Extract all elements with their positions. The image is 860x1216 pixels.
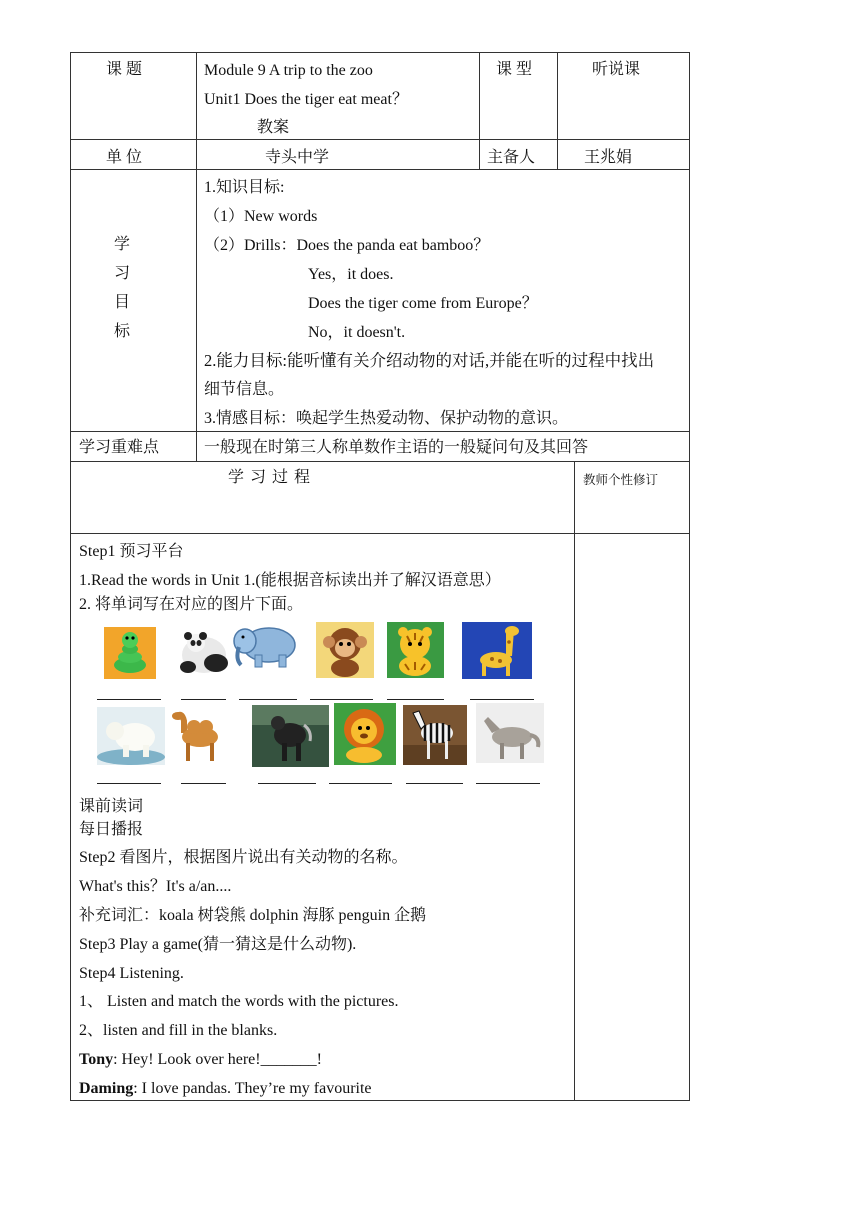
dialogue-text: : I love pandas. They’re my favourite [133, 1080, 372, 1097]
col-divider-label [196, 52, 197, 462]
answer-blank[interactable] [258, 783, 316, 784]
col-divider-notes [574, 461, 575, 1101]
snake-icon [104, 627, 156, 679]
step1-item2: 2. 将单词写在对应的图片下面。 [79, 596, 304, 613]
question-text: What's this？It's a/an.... [79, 878, 232, 895]
objective-side-char: 目 [114, 294, 131, 311]
difficulty-value: 一般现在时第三人称单数作主语的一般疑问句及其回答 [204, 439, 589, 456]
answer-blank[interactable] [476, 783, 540, 784]
table-border-left [70, 52, 71, 1101]
speaker-name: Daming [79, 1080, 134, 1097]
difficulty-label: 学习重难点 [79, 439, 160, 456]
answer-blank[interactable] [387, 699, 444, 700]
step1-title: Step1 预习平台 [79, 543, 184, 560]
dialogue-text: : Hey! Look over here!_______! [113, 1051, 322, 1068]
step2-text: Step2 看图片，根据图片说出有关动物的名称。 [79, 849, 408, 866]
preparer-label: 主备人 [487, 149, 536, 166]
row-divider-4 [70, 461, 690, 462]
step4-text: Step4 Listening. [79, 965, 184, 982]
preparer-name: 王兆娟 [584, 149, 633, 166]
listen-item-2: 2、listen and fill in the blanks. [79, 1022, 278, 1039]
table-border-right [689, 52, 690, 1101]
row-divider-5 [70, 533, 690, 534]
speaker-name: Tony [79, 1051, 114, 1068]
objective-line: 1.知识目标: [204, 179, 285, 196]
listen-item-1: 1、 Listen and match the words with the pictures. [79, 993, 399, 1010]
objective-side-char: 标 [114, 323, 131, 340]
step3-text: Step3 Play a game(猜一猜这是什么动物). [79, 936, 357, 953]
objective-line: No，it doesn't. [308, 324, 406, 341]
process-title: 学 习 过 程 [228, 469, 312, 486]
answer-blank[interactable] [329, 783, 392, 784]
type-label: 课 型 [496, 61, 533, 78]
daily-report-label: 每日播报 [79, 821, 144, 838]
answer-blank[interactable] [181, 783, 226, 784]
panda-icon [176, 625, 232, 677]
table-border-bottom [70, 1100, 690, 1101]
row-divider-3 [70, 431, 690, 432]
objective-line: Yes，it does. [308, 266, 394, 283]
col-divider-type-value [557, 52, 558, 170]
objective-side-char: 学 [114, 236, 131, 253]
camel-icon [168, 707, 224, 765]
objective-line: 细节信息。 [204, 381, 285, 398]
dialogue-line-tony [79, 1050, 322, 1070]
answer-blank[interactable] [239, 699, 297, 700]
table-border-top [70, 52, 690, 53]
objective-line: Does the tiger come from Europe？ [308, 295, 538, 312]
col-divider-type [479, 52, 480, 170]
bear-icon [252, 705, 329, 767]
row-divider-1 [70, 139, 690, 140]
answer-blank[interactable] [406, 783, 463, 784]
teacher-note-label: 教师个性修订 [583, 473, 659, 487]
school-name: 寺头中学 [265, 149, 330, 166]
objective-line: （1）New words [204, 208, 318, 225]
objective-line: 3.情感目标：唤起学生热爱动物、保护动物的意识。 [204, 410, 569, 427]
answer-blank[interactable] [97, 699, 161, 700]
dialogue-line-daming [79, 1079, 372, 1099]
step1-item1: 1.Read the words in Unit 1.(能根据音标读出并了解汉语意思） [79, 572, 501, 589]
unit-title: Unit1 Does the tiger eat meat？ [204, 91, 408, 108]
objective-side-char: 习 [114, 265, 131, 282]
answer-blank[interactable] [310, 699, 373, 700]
zebra-icon [403, 705, 467, 765]
answer-blank[interactable] [181, 699, 226, 700]
polar-bear-icon [97, 707, 165, 765]
lion-icon [334, 703, 396, 765]
topic-label: 课 题 [106, 61, 143, 78]
unit-label: 单 位 [106, 149, 143, 166]
monkey-icon [316, 622, 374, 678]
module-title: Module 9 A trip to the zoo [204, 62, 373, 79]
plan-label: 教案 [257, 119, 290, 136]
supplement-vocab: 补充词汇：koala 树袋熊 dolphin 海豚 penguin 企鹅 [79, 907, 427, 924]
row-divider-2 [70, 169, 690, 170]
answer-blank[interactable] [97, 783, 161, 784]
answer-blank[interactable] [470, 699, 534, 700]
wolf-icon [476, 703, 544, 763]
pre-read-label: 课前读词 [79, 798, 144, 815]
giraffe-icon [462, 622, 532, 679]
type-value: 听说课 [592, 61, 641, 78]
objective-line: （2）Drills：Does the panda eat bamboo？ [204, 237, 490, 254]
objective-line: 2.能力目标:能听懂有关介绍动物的对话,并能在听的过程中找出 [204, 351, 655, 370]
tiger-icon [387, 622, 444, 678]
elephant-icon [231, 623, 299, 669]
